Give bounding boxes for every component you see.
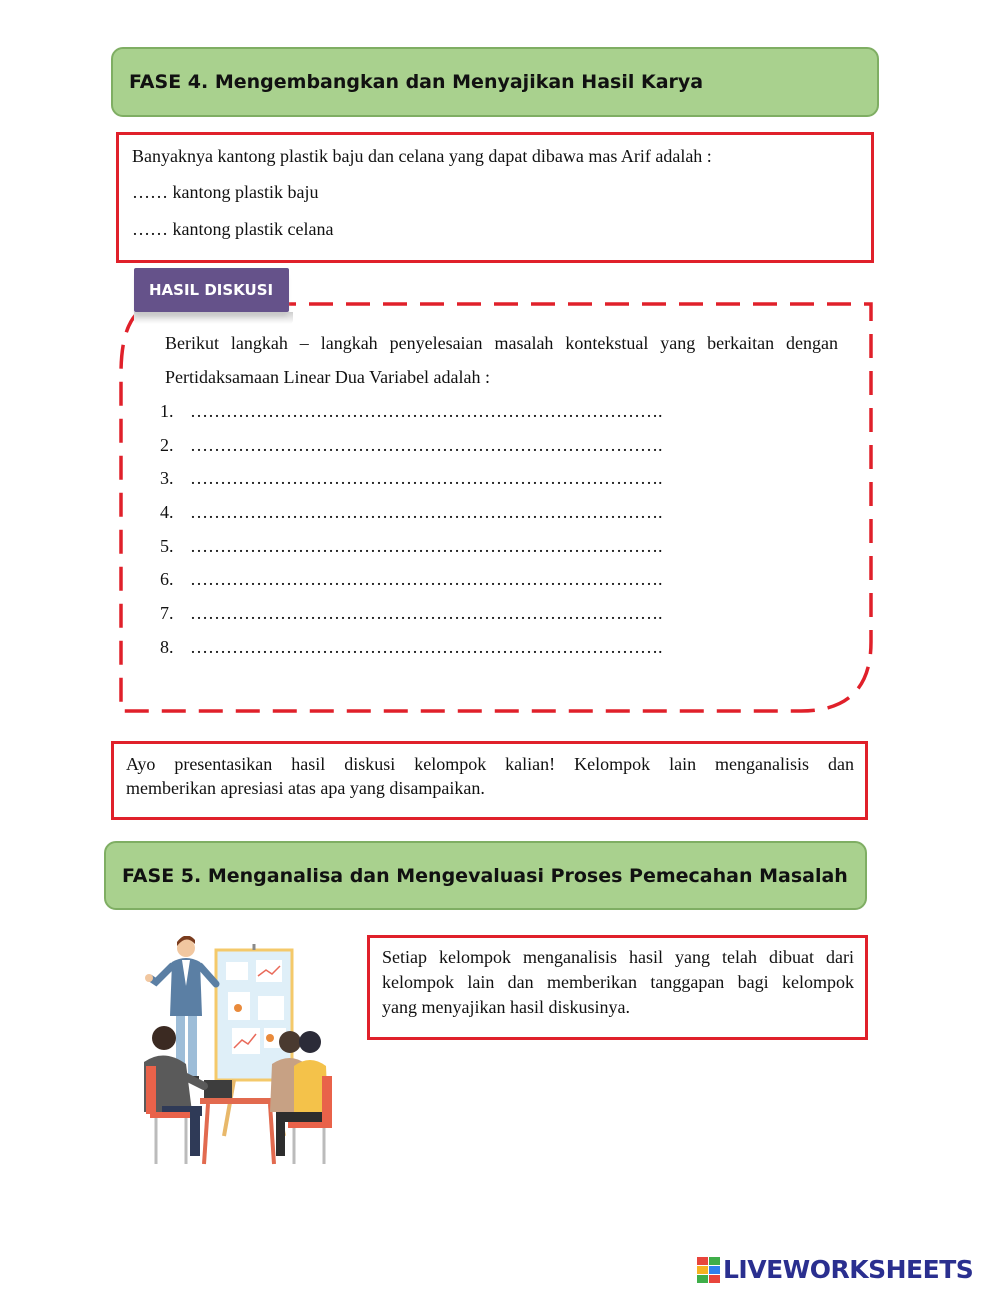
evaluate-line-1: Setiap kelompok menganalisis hasil yang telah dibuat dari [382, 947, 854, 967]
phase4-header [111, 47, 879, 117]
step-number: 3. [160, 468, 174, 488]
step-1[interactable] [160, 402, 663, 420]
step-3[interactable] [160, 469, 663, 487]
liveworksheets-blocks-icon [697, 1257, 721, 1283]
step-blank[interactable]: ……………………………………………………………………. [190, 502, 663, 522]
step-6[interactable] [160, 570, 663, 588]
phase5-header [104, 841, 867, 910]
step-4[interactable] [160, 503, 663, 521]
step-number: 5. [160, 536, 174, 556]
present-box [111, 741, 868, 820]
step-number: 2. [160, 435, 174, 455]
step-blank[interactable]: ……………………………………………………………………. [190, 603, 663, 623]
step-blank[interactable]: ……………………………………………………………………. [190, 637, 663, 657]
presentation-illustration [138, 936, 343, 1171]
step-blank[interactable]: ……………………………………………………………………. [190, 536, 663, 556]
step-7[interactable] [160, 604, 663, 622]
tag-shadow [134, 312, 293, 324]
liveworksheets-text: LIVEWORKSHEETS [723, 1255, 974, 1284]
liveworksheets-logo [697, 1255, 997, 1285]
present-line-2: memberikan apresiasi atas apa yang disampaikan. [126, 778, 485, 798]
evaluate-line-3: yang menyajikan hasil diskusinya. [382, 997, 630, 1017]
step-blank[interactable]: ……………………………………………………………………. [190, 569, 663, 589]
step-number: 8. [160, 637, 174, 657]
step-5[interactable] [160, 537, 663, 555]
step-number: 4. [160, 502, 174, 522]
step-blank[interactable]: ……………………………………………………………………. [190, 401, 663, 421]
present-line-1: Ayo presentasikan hasil diskusi kelompok kalian! Kelompok lain menganalisis dan [126, 754, 854, 774]
phase5-title: FASE 5. Menganalisa dan Mengevaluasi Proses Pemecahan Masalah [122, 864, 848, 887]
discussion-intro-line-1: Berikut langkah – langkah penyelesaian masalah kontekstual yang berkaitan dengan [165, 333, 838, 353]
hasil-diskusi-tag: HASIL DISKUSI [134, 268, 289, 312]
answer-line-celana: …… kantong plastik celana [132, 219, 334, 239]
phase4-title: FASE 4. Mengembangkan dan Menyajikan Hasil Karya [129, 71, 704, 93]
answer-line-baju: …… kantong plastik baju [132, 182, 319, 202]
answer-line-1: Banyaknya kantong plastik baju dan celana yang dapat dibawa mas Arif adalah : [132, 146, 712, 166]
evaluate-box [367, 935, 868, 1040]
step-2[interactable] [160, 436, 663, 454]
step-blank[interactable]: ……………………………………………………………………. [190, 435, 663, 455]
answer-box [116, 132, 874, 263]
evaluate-line-2: kelompok lain dan memberikan tanggapan bagi kelompok [382, 972, 854, 992]
step-number: 1. [160, 401, 174, 421]
discussion-intro-line-2: Pertidaksamaan Linear Dua Variabel adalah : [165, 367, 491, 387]
step-number: 7. [160, 603, 174, 623]
step-number: 6. [160, 569, 174, 589]
step-blank[interactable]: ……………………………………………………………………. [190, 468, 663, 488]
step-8[interactable] [160, 638, 663, 656]
